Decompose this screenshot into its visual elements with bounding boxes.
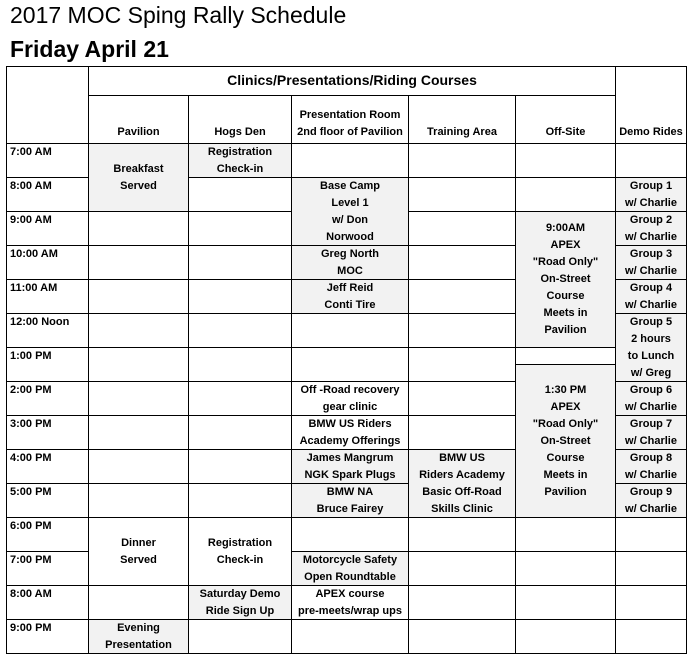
empty-cell: [88, 245, 189, 280]
page-title: 2017 MOC Sping Rally Schedule: [10, 2, 347, 28]
empty-cell: [408, 313, 516, 348]
pavilion-breakfast: [88, 143, 189, 212]
col-header-line: 2nd floor of Pavilion: [297, 126, 403, 138]
empty-cell: [291, 619, 409, 654]
demo-group-6-line: w/ Charlie: [625, 400, 677, 413]
pavilion-evening-line: Evening: [117, 621, 160, 634]
time-label: 7:00 PM: [6, 551, 89, 586]
time-label: 8:00 AM: [6, 585, 89, 620]
empty-cell: [515, 551, 616, 586]
hogs-den-registration-pm-line: Registration: [207, 536, 273, 549]
col-header-demo-rides: Demo Rides: [616, 67, 687, 144]
demo-group-7-line: w/ Charlie: [625, 434, 677, 447]
pavilion-breakfast-line: Served: [120, 179, 157, 192]
empty-cell: [291, 313, 409, 348]
offsite-apex-afternoon-line: "Road Only": [532, 417, 599, 430]
empty-cell: [408, 517, 516, 552]
empty-cell: [188, 381, 292, 416]
demo-group-5-line: Group 5: [629, 315, 673, 328]
pres-apex-premeets-line: pre-meets/wrap ups: [298, 604, 402, 617]
empty-cell: [291, 347, 409, 382]
empty-cell: [291, 143, 409, 178]
demo-group-1-line: Group 1: [629, 179, 673, 192]
training-bmw-academy-line: Riders Academy: [419, 468, 505, 481]
pres-bmw-us-riders: [291, 415, 409, 450]
empty-cell: [88, 585, 189, 620]
corner-cell: [7, 67, 89, 144]
demo-group-8: [615, 449, 687, 484]
empty-cell: [88, 313, 189, 348]
pres-jeff-reid-line: Conti Tire: [324, 298, 376, 311]
offsite-apex-afternoon-line: APEX: [550, 400, 581, 413]
empty-cell: [188, 211, 292, 246]
empty-cell: [615, 619, 687, 654]
demo-group-6-line: Group 6: [629, 383, 673, 396]
pres-bmw-us-riders-line: Academy Offerings: [299, 434, 401, 447]
offsite-apex-afternoon-line: Meets in: [543, 468, 588, 481]
demo-group-8-line: Group 8: [629, 451, 673, 464]
empty-cell: [515, 585, 616, 620]
empty-cell: [188, 483, 292, 518]
empty-cell: [88, 483, 189, 518]
time-label: 5:00 PM: [6, 483, 89, 518]
demo-group-3-line: w/ Charlie: [625, 264, 677, 277]
pavilion-dinner-line: Dinner: [121, 536, 156, 549]
pres-offroad-recovery: [291, 381, 409, 416]
empty-cell: [615, 585, 687, 620]
pavilion-dinner: [88, 517, 189, 586]
pres-james-mangrum-line: James Mangrum: [306, 451, 394, 464]
empty-cell: [188, 313, 292, 348]
col-header-off-site: Off-Site: [516, 96, 616, 144]
empty-cell: [88, 415, 189, 450]
demo-group-3-line: Group 3: [629, 247, 673, 260]
hogs-den-saturday-demo-line: Saturday Demo: [199, 587, 281, 600]
demo-group-2: [615, 211, 687, 246]
schedule-table: [6, 66, 687, 144]
demo-group-4-line: w/ Charlie: [625, 298, 677, 311]
demo-group-5: [615, 313, 687, 382]
empty-cell: [408, 245, 516, 280]
time-label: 6:00 PM: [6, 517, 89, 552]
empty-cell: [188, 449, 292, 484]
empty-cell: [188, 347, 292, 382]
demo-group-2-line: w/ Charlie: [625, 230, 677, 243]
offsite-apex-morning: [515, 211, 616, 348]
time-label: 9:00 PM: [6, 619, 89, 654]
pres-greg-north-line: MOC: [337, 264, 363, 277]
pres-bmw-na-line: BMW NA: [326, 485, 374, 498]
hogs-den-saturday-demo: [188, 585, 292, 620]
demo-group-2-line: Group 2: [629, 213, 673, 226]
demo-group-7: [615, 415, 687, 450]
empty-cell: [88, 347, 189, 382]
offsite-apex-afternoon-line: Course: [546, 451, 585, 464]
demo-group-6: [615, 381, 687, 416]
empty-cell: [408, 177, 516, 212]
pres-base-camp-line: Base Camp: [320, 179, 380, 192]
banner-header: Clinics/Presentations/Riding Courses: [89, 67, 616, 96]
pres-greg-north-line: Greg North: [320, 247, 380, 260]
offsite-apex-afternoon-line: On-Street: [540, 434, 591, 447]
pres-base-camp: [291, 177, 409, 246]
empty-cell: [408, 619, 516, 654]
empty-cell: [408, 143, 516, 178]
demo-group-7-line: Group 7: [629, 417, 673, 430]
hogs-den-registration-am-line: Registration: [207, 145, 273, 158]
time-label: 12:00 Noon: [6, 313, 89, 348]
training-bmw-academy-line: Skills Clinic: [431, 502, 493, 515]
pres-moto-safety-line: Open Roundtable: [304, 570, 396, 583]
empty-cell: [615, 517, 687, 552]
empty-cell: [188, 415, 292, 450]
pres-james-mangrum: [291, 449, 409, 484]
pres-apex-premeets: [291, 585, 409, 620]
empty-cell: [88, 381, 189, 416]
pres-base-camp-line: Norwood: [326, 230, 374, 243]
pres-moto-safety: [291, 551, 409, 586]
demo-group-5-line: to Lunch: [627, 349, 675, 362]
pres-apex-premeets-line: APEX course: [315, 587, 385, 600]
col-header-line: Presentation Room: [299, 109, 401, 121]
empty-cell: [515, 177, 616, 212]
empty-cell: [188, 279, 292, 314]
empty-cell: [408, 279, 516, 314]
pres-jeff-reid-line: Jeff Reid: [326, 281, 374, 294]
demo-group-9-line: Group 9: [629, 485, 673, 498]
demo-group-8-line: w/ Charlie: [625, 468, 677, 481]
training-bmw-academy-line: Basic Off-Road: [422, 485, 502, 498]
time-label: 8:00 AM: [6, 177, 89, 212]
empty-cell: [88, 211, 189, 246]
pavilion-evening-line: Presentation: [105, 638, 172, 651]
demo-group-5-line: w/ Greg: [630, 366, 672, 379]
pres-base-camp-line: Level 1: [331, 196, 369, 209]
pres-bmw-na: [291, 483, 409, 518]
hogs-den-registration-pm-line: Check-in: [216, 553, 264, 566]
time-label: 3:00 PM: [6, 415, 89, 450]
pavilion-breakfast-line: Breakfast: [113, 162, 164, 175]
hogs-den-registration-am: [188, 143, 292, 178]
empty-cell: [408, 585, 516, 620]
empty-cell: [515, 619, 616, 654]
empty-cell: [408, 381, 516, 416]
empty-cell: [188, 619, 292, 654]
col-header-hogs-den: Hogs Den: [189, 96, 292, 144]
empty-cell: [408, 211, 516, 246]
demo-group-1: [615, 177, 687, 212]
pres-greg-north: [291, 245, 409, 280]
empty-cell: [515, 143, 616, 178]
time-label: 2:00 PM: [6, 381, 89, 416]
empty-cell: [188, 245, 292, 280]
offsite-apex-morning-line: Meets in: [543, 307, 588, 319]
training-bmw-academy: [408, 449, 516, 518]
empty-cell: [515, 517, 616, 552]
pres-moto-safety-line: Motorcycle Safety: [302, 553, 398, 566]
time-label: 4:00 PM: [6, 449, 89, 484]
time-label: 9:00 AM: [6, 211, 89, 246]
time-label: 10:00 AM: [6, 245, 89, 280]
time-label: 11:00 AM: [6, 279, 89, 314]
col-header-pavilion: Pavilion: [89, 96, 189, 144]
training-bmw-academy-line: BMW US: [439, 451, 485, 464]
empty-cell: [515, 347, 616, 365]
demo-group-1-line: w/ Charlie: [625, 196, 677, 209]
page-subtitle: Friday April 21: [10, 36, 169, 62]
demo-group-9: [615, 483, 687, 518]
offsite-apex-afternoon: [515, 364, 616, 518]
time-grid: [6, 143, 686, 653]
offsite-apex-morning-line: APEX: [550, 239, 581, 251]
col-header-presentation-room: [292, 96, 409, 144]
offsite-apex-afternoon-line: Pavilion: [544, 485, 587, 498]
pres-offroad-recovery-line: gear clinic: [322, 400, 378, 413]
col-header-training-area: Training Area: [409, 96, 516, 144]
empty-cell: [88, 449, 189, 484]
empty-cell: [188, 177, 292, 212]
pres-offroad-recovery-line: Off -Road recovery: [300, 383, 400, 396]
empty-cell: [88, 279, 189, 314]
empty-cell: [408, 347, 516, 382]
empty-cell: [291, 517, 409, 552]
pres-bmw-us-riders-line: BMW US Riders: [308, 417, 392, 430]
empty-cell: [615, 551, 687, 586]
demo-group-9-line: w/ Charlie: [625, 502, 677, 515]
pres-jeff-reid: [291, 279, 409, 314]
demo-group-5-line: 2 hours: [631, 332, 671, 345]
empty-cell: [408, 551, 516, 586]
hogs-den-saturday-demo-line: Ride Sign Up: [205, 604, 275, 617]
offsite-apex-morning-line: Pavilion: [544, 324, 587, 336]
empty-cell: [615, 143, 687, 178]
time-label: 1:00 PM: [6, 347, 89, 382]
pavilion-dinner-line: Served: [120, 553, 157, 566]
offsite-apex-morning-line: "Road Only": [532, 256, 599, 268]
pres-base-camp-line: w/ Don: [331, 213, 369, 226]
demo-group-3: [615, 245, 687, 280]
hogs-den-registration-pm: [188, 517, 292, 586]
offsite-apex-morning-line: 9:00AM: [545, 222, 586, 234]
offsite-apex-morning-line: Course: [546, 290, 585, 302]
pavilion-evening: [88, 619, 189, 654]
pres-bmw-na-line: Bruce Fairey: [316, 502, 384, 515]
offsite-apex-afternoon-line: 1:30 PM: [544, 383, 587, 396]
hogs-den-registration-am-line: Check-in: [216, 162, 264, 175]
time-label: 7:00 AM: [6, 143, 89, 178]
pres-james-mangrum-line: NGK Spark Plugs: [304, 468, 396, 481]
empty-cell: [408, 415, 516, 450]
demo-group-4-line: Group 4: [629, 281, 673, 294]
offsite-apex-morning-line: On-Street: [540, 273, 591, 285]
demo-group-4: [615, 279, 687, 314]
